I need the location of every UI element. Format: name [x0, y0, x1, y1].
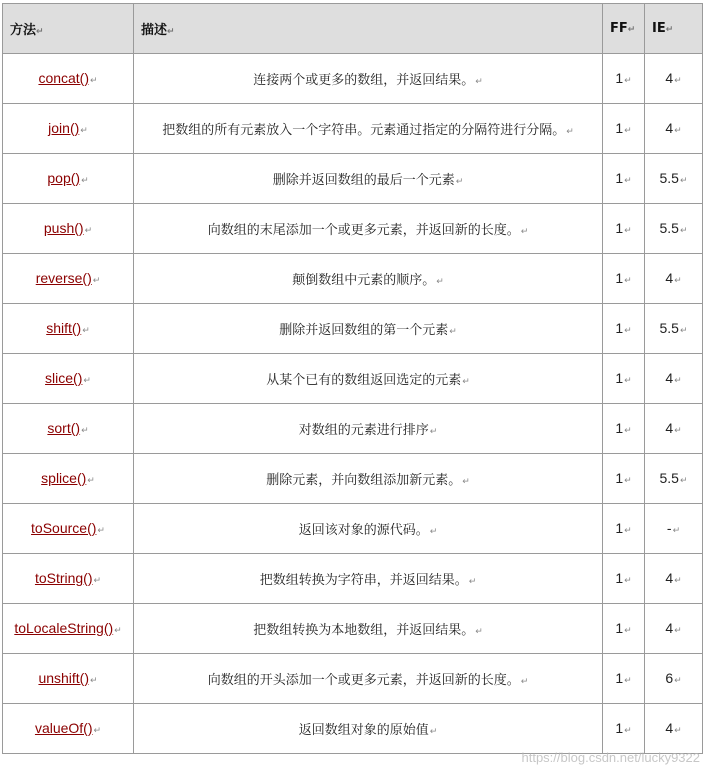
table-row: [3, 454, 703, 504]
ie-version-cell: [645, 554, 703, 604]
ie-version-cell: [645, 154, 703, 204]
ff-version-cell: [603, 54, 645, 104]
ie-version-cell: [645, 354, 703, 404]
description-cell: [134, 404, 603, 454]
method-link[interactable]: push(): [43, 220, 84, 236]
paragraph-mark-icon: ↵: [93, 576, 102, 586]
paragraph-mark-icon: ↵: [84, 226, 93, 236]
ie-version-text: 5.5: [659, 170, 679, 186]
method-cell: [3, 254, 134, 304]
paragraph-mark-icon: ↵: [97, 526, 105, 536]
paragraph-mark-icon: ↵: [624, 676, 632, 686]
method-link[interactable]: toString(): [34, 570, 93, 586]
ff-version-cell: [603, 704, 645, 754]
method-link[interactable]: shift(): [46, 320, 82, 336]
ie-version-cell: [645, 454, 703, 504]
watermark: https://blog.csdn.net/lucky9322: [521, 750, 700, 765]
table-row: [3, 504, 703, 554]
paragraph-mark-icon: ↵: [520, 227, 529, 237]
paragraph-mark-icon: ↵: [624, 226, 632, 236]
paragraph-mark-icon: ↵: [624, 376, 632, 386]
paragraph-mark-icon: ↵: [114, 626, 122, 636]
description-cell: [134, 554, 603, 604]
ff-version-cell: [603, 504, 645, 554]
table-row: [3, 104, 703, 154]
ff-version-text: 1: [615, 620, 624, 636]
paragraph-mark-icon: ↵: [624, 476, 632, 486]
method-link[interactable]: toLocaleString(): [14, 620, 114, 636]
method-link[interactable]: toSource(): [31, 520, 97, 536]
method-cell: [3, 204, 134, 254]
paragraph-mark-icon: ↵: [80, 126, 88, 136]
method-link[interactable]: splice(): [41, 470, 87, 486]
paragraph-mark-icon: ↵: [674, 126, 682, 136]
ie-version-text: 4: [665, 370, 674, 386]
method-link[interactable]: concat(): [38, 70, 90, 86]
description-text: 对数组的元素进行排序: [298, 423, 429, 438]
paragraph-mark-icon: ↵: [679, 226, 688, 236]
description-text: 向数组的开头添加一个或更多元素，并返回新的长度。: [207, 673, 520, 688]
description-text: 颠倒数组中元素的顺序。: [292, 273, 436, 288]
description-cell: [134, 254, 603, 304]
description-cell: [134, 704, 603, 754]
paragraph-mark-icon: ↵: [624, 126, 632, 136]
paragraph-mark-icon: ↵: [462, 477, 470, 487]
method-cell: [3, 154, 134, 204]
ff-version-cell: [603, 404, 645, 454]
paragraph-mark-icon: ↵: [449, 327, 457, 337]
method-cell: [3, 304, 134, 354]
ff-version-text: 1: [615, 270, 624, 286]
method-cell: [3, 504, 134, 554]
paragraph-mark-icon: ↵: [90, 76, 98, 86]
ff-version-text: 1: [615, 520, 624, 536]
method-cell: [3, 654, 134, 704]
method-link[interactable]: join(): [48, 120, 80, 136]
description-cell: [134, 54, 603, 104]
ie-version-text: -: [666, 520, 672, 536]
description-text: 把数组转换为本地数组，并返回结果。: [253, 623, 475, 638]
method-link[interactable]: reverse(): [35, 270, 92, 286]
method-link[interactable]: valueOf(): [34, 720, 93, 736]
ff-version-cell: [603, 104, 645, 154]
table-row: [3, 704, 703, 754]
method-link[interactable]: sort(): [47, 420, 81, 436]
paragraph-mark-icon: ↵: [475, 77, 483, 87]
description-cell: [134, 654, 603, 704]
ff-version-text: 1: [615, 370, 624, 386]
methods-table-container: [2, 3, 702, 754]
table-row: [3, 354, 703, 404]
ff-version-cell: [603, 254, 645, 304]
paragraph-mark-icon: ↵: [92, 276, 101, 286]
ff-version-cell: [603, 454, 645, 504]
description-cell: [134, 204, 603, 254]
ie-version-cell: [645, 504, 703, 554]
method-cell: [3, 104, 134, 154]
description-text: 连接两个或更多的数组，并返回结果。: [253, 73, 475, 88]
ie-version-text: 5.5: [659, 470, 679, 486]
table-row: [3, 404, 703, 454]
ie-version-text: 4: [665, 720, 674, 736]
paragraph-mark-icon: ↵: [429, 727, 438, 737]
ff-version-text: 1: [615, 220, 624, 236]
header-method: 方法↵: [3, 4, 134, 54]
array-methods-table: [2, 3, 703, 754]
description-cell: [134, 304, 603, 354]
ff-version-text: 1: [615, 420, 624, 436]
paragraph-mark-icon: ↵: [81, 426, 89, 436]
ie-version-cell: [645, 304, 703, 354]
paragraph-mark-icon: ↵: [624, 426, 632, 436]
ie-version-text: 4: [665, 270, 674, 286]
description-cell: [134, 154, 603, 204]
description-text: 返回该对象的源代码。: [298, 523, 429, 538]
method-link[interactable]: slice(): [45, 370, 83, 386]
description-text: 删除并返回数组的第一个元素: [279, 323, 449, 338]
paragraph-mark-icon: ↵: [679, 476, 688, 486]
description-text: 删除元素，并向数组添加新元素。: [266, 473, 462, 488]
description-cell: [134, 504, 603, 554]
paragraph-mark-icon: ↵: [475, 627, 483, 637]
description-text: 把数组的所有元素放入一个字符串。元素通过指定的分隔符进行分隔。: [162, 123, 566, 138]
paragraph-mark-icon: ↵: [624, 626, 632, 636]
method-cell: [3, 454, 134, 504]
ie-version-cell: [645, 404, 703, 454]
ff-version-text: 1: [615, 320, 624, 336]
description-cell: [134, 604, 603, 654]
description-text: 从某个已有的数组返回选定的元素: [266, 373, 462, 388]
paragraph-mark-icon: ↵: [674, 76, 682, 86]
ff-version-text: 1: [615, 120, 624, 136]
ff-version-cell: [603, 154, 645, 204]
table-row: [3, 254, 703, 304]
header-ie: IE↵: [645, 4, 703, 54]
ff-version-text: 1: [615, 170, 624, 186]
description-text: 向数组的末尾添加一个或更多元素，并返回新的长度。: [207, 223, 520, 238]
paragraph-mark-icon: ↵: [520, 677, 529, 687]
paragraph-mark-icon: ↵: [624, 76, 632, 86]
paragraph-mark-icon: ↵: [429, 427, 438, 437]
description-text: 把数组转换为字符串，并返回结果。: [259, 573, 468, 588]
table-body: [3, 54, 703, 754]
ie-version-cell: [645, 254, 703, 304]
ie-version-cell: [645, 204, 703, 254]
ie-version-cell: [645, 704, 703, 754]
method-cell: [3, 54, 134, 104]
description-text: 删除并返回数组的最后一个元素: [272, 173, 455, 188]
method-cell: [3, 404, 134, 454]
paragraph-mark-icon: ↵: [90, 676, 98, 686]
ff-version-cell: [603, 204, 645, 254]
ff-version-text: 1: [615, 70, 624, 86]
paragraph-mark-icon: ↵: [624, 326, 632, 336]
table-row: [3, 54, 703, 104]
paragraph-mark-icon: ↵: [674, 726, 682, 736]
method-cell: [3, 554, 134, 604]
paragraph-mark-icon: ↵: [624, 176, 632, 186]
description-cell: [134, 104, 603, 154]
ff-version-cell: [603, 604, 645, 654]
description-text: 返回数组对象的原始值: [298, 723, 429, 738]
paragraph-mark-icon: ↵: [82, 326, 90, 336]
ie-version-text: 4: [665, 620, 674, 636]
ie-version-cell: [645, 104, 703, 154]
paragraph-mark-icon: ↵: [81, 176, 89, 186]
paragraph-mark-icon: ↵: [624, 726, 632, 736]
paragraph-mark-icon: ↵: [429, 527, 438, 537]
paragraph-mark-icon: ↵: [83, 376, 91, 386]
paragraph-mark-icon: ↵: [624, 576, 632, 586]
ff-version-cell: [603, 304, 645, 354]
paragraph-mark-icon: ↵: [93, 726, 102, 736]
ie-version-text: 5.5: [659, 320, 679, 336]
ie-version-text: 4: [665, 70, 674, 86]
method-link[interactable]: pop(): [47, 170, 81, 186]
ie-version-text: 6: [665, 670, 674, 686]
ie-version-text: 4: [665, 120, 674, 136]
paragraph-mark-icon: ↵: [436, 277, 444, 287]
paragraph-mark-icon: ↵: [566, 127, 574, 137]
paragraph-mark-icon: ↵: [462, 377, 470, 387]
ff-version-text: 1: [615, 570, 624, 586]
header-row: [3, 4, 703, 54]
header-ff: FF↵: [603, 4, 645, 54]
ie-version-cell: [645, 54, 703, 104]
paragraph-mark-icon: ↵: [468, 577, 477, 587]
table-row: [3, 304, 703, 354]
method-link[interactable]: unshift(): [38, 670, 90, 686]
ff-version-cell: [603, 354, 645, 404]
table-row: [3, 154, 703, 204]
method-cell: [3, 604, 134, 654]
ie-version-text: 5.5: [659, 220, 679, 236]
header-description: 描述↵: [134, 4, 603, 54]
paragraph-mark-icon: ↵: [679, 176, 688, 186]
ff-version-text: 1: [615, 720, 624, 736]
paragraph-mark-icon: ↵: [674, 676, 682, 686]
ie-version-cell: [645, 604, 703, 654]
paragraph-mark-icon: ↵: [679, 326, 688, 336]
paragraph-mark-icon: ↵: [674, 276, 682, 286]
paragraph-mark-icon: ↵: [674, 376, 682, 386]
ff-version-text: 1: [615, 470, 624, 486]
paragraph-mark-icon: ↵: [674, 576, 682, 586]
table-row: [3, 654, 703, 704]
paragraph-mark-icon: ↵: [674, 626, 682, 636]
method-cell: [3, 704, 134, 754]
table-row: [3, 204, 703, 254]
method-cell: [3, 354, 134, 404]
ie-version-text: 4: [665, 420, 674, 436]
paragraph-mark-icon: ↵: [674, 426, 682, 436]
description-cell: [134, 454, 603, 504]
paragraph-mark-icon: ↵: [455, 177, 464, 187]
table-row: [3, 554, 703, 604]
ie-version-cell: [645, 654, 703, 704]
table-row: [3, 604, 703, 654]
ff-version-cell: [603, 554, 645, 604]
ie-version-text: 4: [665, 570, 674, 586]
paragraph-mark-icon: ↵: [672, 526, 681, 536]
ff-version-cell: [603, 654, 645, 704]
paragraph-mark-icon: ↵: [87, 476, 95, 486]
paragraph-mark-icon: ↵: [624, 276, 632, 286]
ff-version-text: 1: [615, 670, 624, 686]
paragraph-mark-icon: ↵: [624, 526, 632, 536]
description-cell: [134, 354, 603, 404]
